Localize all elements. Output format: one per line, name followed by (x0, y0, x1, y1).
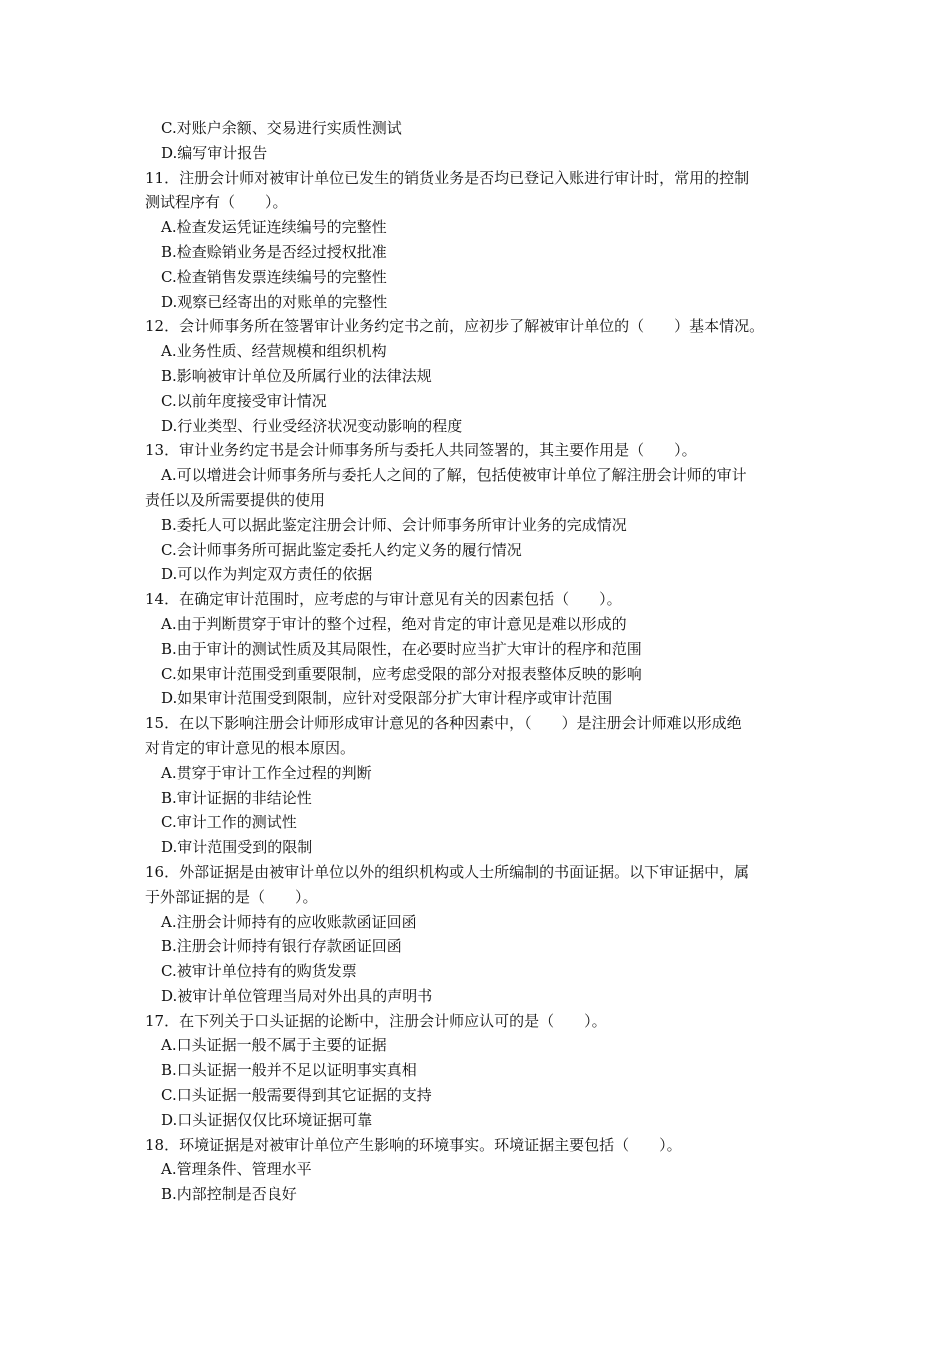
answer-option-line: D.口头证据仅仅比环境证据可靠 (161, 1110, 373, 1129)
answer-option-line: A.口头证据一般不属于主要的证据 (161, 1036, 387, 1055)
answer-option-line: D.观察已经寄出的对账单的完整性 (161, 292, 388, 311)
answer-option-line: B.注册会计师持有银行存款函证回函 (161, 937, 402, 956)
answer-option-line: B.内部控制是否良好 (161, 1185, 297, 1204)
document-body (145, 116, 813, 1207)
answer-option-line: B.口头证据一般并不足以证明事实真相 (161, 1061, 417, 1080)
question-text-line: 15．在以下影响注册会计师形成审计意见的各种因素中，（ ）是注册会计师难以形成绝 (145, 714, 742, 733)
answer-option-line: A.注册会计师持有的应收账款函证回函 (161, 912, 417, 931)
answer-option-line: A.管理条件、管理水平 (161, 1160, 312, 1179)
answer-option-line: D.行业类型、行业受经济状况变动影响的程度 (161, 416, 463, 435)
answer-option-line: D.如果审计范围受到限制，应针对受限部分扩大审计程序或审计范围 (161, 689, 613, 708)
question-text-line: 17．在下列关于口头证据的论断中，注册会计师应认可的是（ ）。 (145, 1011, 607, 1030)
answer-option-line: A.可以增进会计师事务所与委托人之间的了解，包括使被审计单位了解注册会计师的审计 (161, 466, 747, 485)
answer-option-line: C.审计工作的测试性 (161, 813, 297, 832)
answer-option-line: D.编写审计报告 (161, 143, 268, 162)
answer-option-line: C.对账户余额、交易进行实质性测试 (161, 119, 402, 137)
answer-option-line: D.被审计单位管理当局对外出具的声明书 (161, 986, 433, 1005)
answer-option-line: C.以前年度接受审计情况 (161, 391, 327, 410)
answer-option-line: B.委托人可以据此鉴定注册会计师、会计师事务所审计业务的完成情况 (161, 515, 627, 534)
answer-option-line: C.如果审计范围受到重要限制，应考虑受限的部分对报表整体反映的影响 (161, 664, 642, 683)
answer-option-line: C.检查销售发票连续编号的完整性 (161, 267, 387, 286)
answer-option-line: B.审计证据的非结论性 (161, 788, 312, 807)
question-text-line: 14．在确定审计范围时，应考虑的与审计意见有关的因素包括（ ）。 (145, 590, 622, 609)
answer-option-line: C.被审计单位持有的购货发票 (161, 962, 357, 981)
question-text-line: 13．审计业务约定书是会计师事务所与委托人共同签署的，其主要作用是（ ）。 (145, 441, 697, 460)
answer-option-line: A.业务性质、经营规模和组织机构 (161, 342, 387, 361)
question-text-line: 16．外部证据是由被审计单位以外的组织机构或人士所编制的书面证据。以下审证据中，属 (145, 862, 750, 881)
answer-option-line: D.可以作为判定双方责任的依据 (161, 565, 373, 584)
question-text-line: 于外部证据的是（ ）。 (145, 887, 318, 906)
question-text-line: 责任以及所需要提供的使用 (145, 490, 326, 509)
answer-option-line: A.由于判断贯穿于审计的整个过程，绝对肯定的审计意见是难以形成的 (161, 614, 627, 633)
question-text-line: 对肯定的审计意见的根本原因。 (145, 738, 356, 757)
answer-option-line: A.检查发运凭证连续编号的完整性 (161, 218, 387, 237)
question-text-line: 11．注册会计师对被审计单位已发生的销货业务是否均已登记入账进行审计时，常用的控制 (145, 168, 750, 187)
question-text-line: 12．会计师事务所在签署审计业务约定书之前，应初步了解被审计单位的（ ）基本情况。 (145, 317, 765, 336)
answer-option-line: C.会计师事务所可据此鉴定委托人约定义务的履行情况 (161, 540, 522, 559)
question-text-line: 测试程序有（ ）。 (145, 193, 288, 212)
answer-option-line: B.由于审计的测试性质及其局限性，在必要时应当扩大审计的程序和范围 (161, 639, 642, 658)
answer-option-line: B.影响被审计单位及所属行业的法律法规 (161, 366, 432, 385)
answer-option-line: B.检查赊销业务是否经过授权批准 (161, 242, 387, 261)
answer-option-line: C.口头证据一般需要得到其它证据的支持 (161, 1086, 432, 1105)
answer-option-line: A.贯穿于审计工作全过程的判断 (161, 763, 372, 782)
answer-option-line: D.审计范围受到的限制 (161, 838, 313, 857)
question-text-line: 18．环境证据是对被审计单位产生影响的环境事实。环境证据主要包括（ ）。 (145, 1135, 682, 1154)
